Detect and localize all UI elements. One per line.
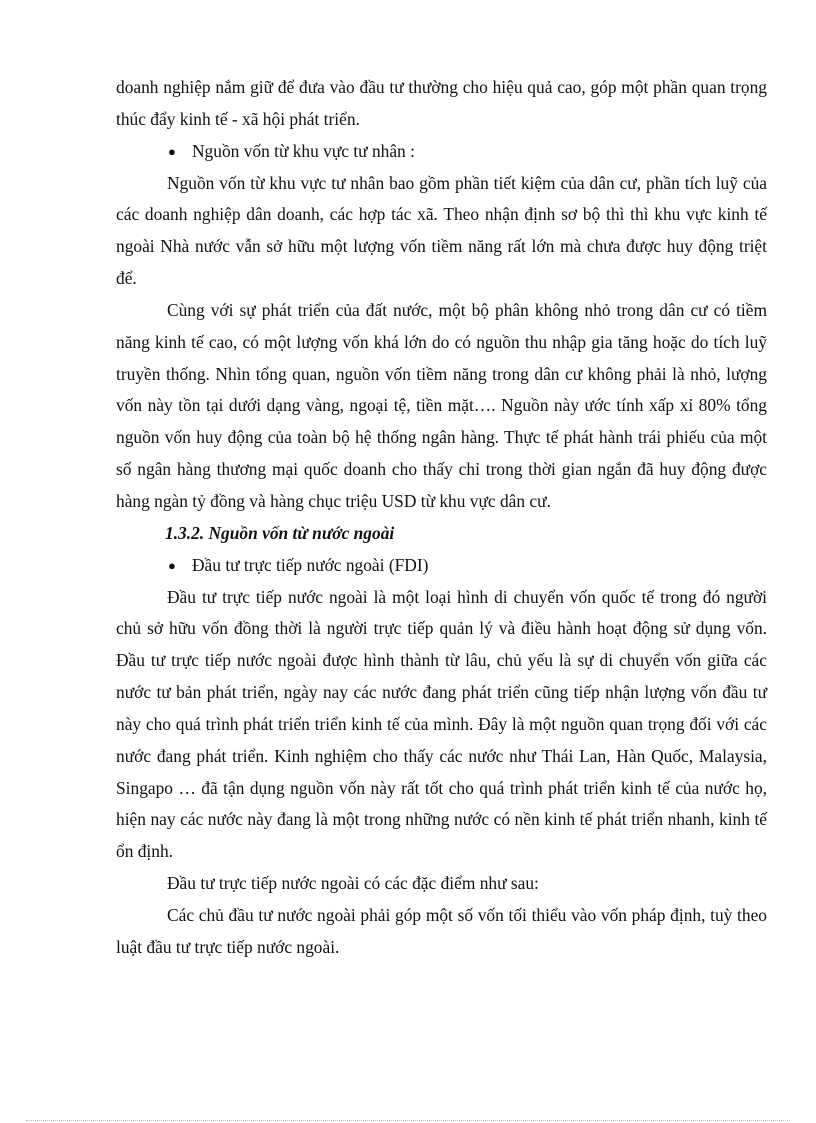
bullet-item-fdi <box>116 550 767 582</box>
paragraph-fdi-definition: Đầu tư trực tiếp nước ngoài là một loại hình di chuyển vốn quốc tế trong đó người chủ sở hữu vốn đồng thời là người trực tiếp quản lý và điều hành hoạt động sử dụng vốn. Đầu tư trực tiếp nước ngoài được hình thành từ lâu, chủ yếu là sự di chuyển vốn giữa các nước tư bản phát triển, ngày nay các nước đang phát triển cũng tiếp nhận lượng vốn đầu tư này cho quá trình phát triển triển kinh tế của mình. Đây là một nguồn quan trọng đối với các nước đang phát triển. Kinh nghiệm cho thấy các nước như Thái Lan, Hàn Quốc, Malaysia, Singapo … đã tận dụng nguồn vốn này rất tốt cho quá trình phát triển kinh tế của nước họ, hiện nay các nước này đang là một trong những nước có nền kinh tế phát triển nhanh, kinh tế ổn định. <box>116 586 767 862</box>
bullet-label: Nguồn vốn từ khu vực tư nhân : <box>192 140 415 161</box>
paragraph-household-savings: Cùng với sự phát triển của đất nước, một bộ phân không nhỏ trong dân cư có tiềm năng kinh tế cao, có một lượng vốn khá lớn do có nguồn thu nhập gia tăng hoặc do tích luỹ truyền thống. Nhìn tổng quan, nguồn vốn tiềm năng trong dân cư không phải là nhỏ, lượng vốn này tồn tại dưới dạng vàng, ngoại tệ, tiền mặt…. Nguồn này ước tính xấp xỉ 80% tổng nguồn vốn huy động của toàn bộ hệ thống ngân hàng. Thực tế phát hành trái phiếu của một số ngân hàng thương mại quốc doanh cho thấy chỉ trong thời gian ngắn đã huy động được hàng ngàn tỷ đồng và hàng chục triệu USD từ khu vực dân cư. <box>116 299 767 511</box>
paragraph-fdi-features-intro: Đầu tư trực tiếp nước ngoài có các đặc điểm như sau: <box>167 873 539 894</box>
bullet-label: Đầu tư trực tiếp nước ngoài (FDI) <box>192 554 429 575</box>
paragraph-continuation: doanh nghiệp nắm giữ để đưa vào đầu tư thường cho hiệu quả cao, góp một phần quan trọng thúc đẩy kinh tế - xã hội phát triển. <box>116 77 767 129</box>
bullet-icon: ● <box>168 557 176 573</box>
document-page <box>116 72 767 964</box>
page-footer-divider <box>26 1120 790 1121</box>
paragraph-private-capital: Nguồn vốn từ khu vực tư nhân bao gồm phần tiết kiệm của dân cư, phần tích luỹ của các doanh nghiệp dân doanh, các hợp tác xã. Theo nhận định sơ bộ thì thì khu vực kinh tế ngoài Nhà nước vẫn sở hữu một lượng vốn tiềm năng rất lớn mà chưa được huy động triệt để. <box>116 172 767 289</box>
bullet-icon: ● <box>168 143 176 159</box>
section-heading: 1.3.2. Nguồn vốn từ nước ngoài <box>165 522 395 543</box>
paragraph-fdi-minimum-capital: Các chủ đầu tư nước ngoài phải góp một số vốn tối thiểu vào vốn pháp định, tuỳ theo luật đầu tư trực tiếp nước ngoài. <box>116 904 767 957</box>
bullet-item-private-capital <box>116 136 767 168</box>
